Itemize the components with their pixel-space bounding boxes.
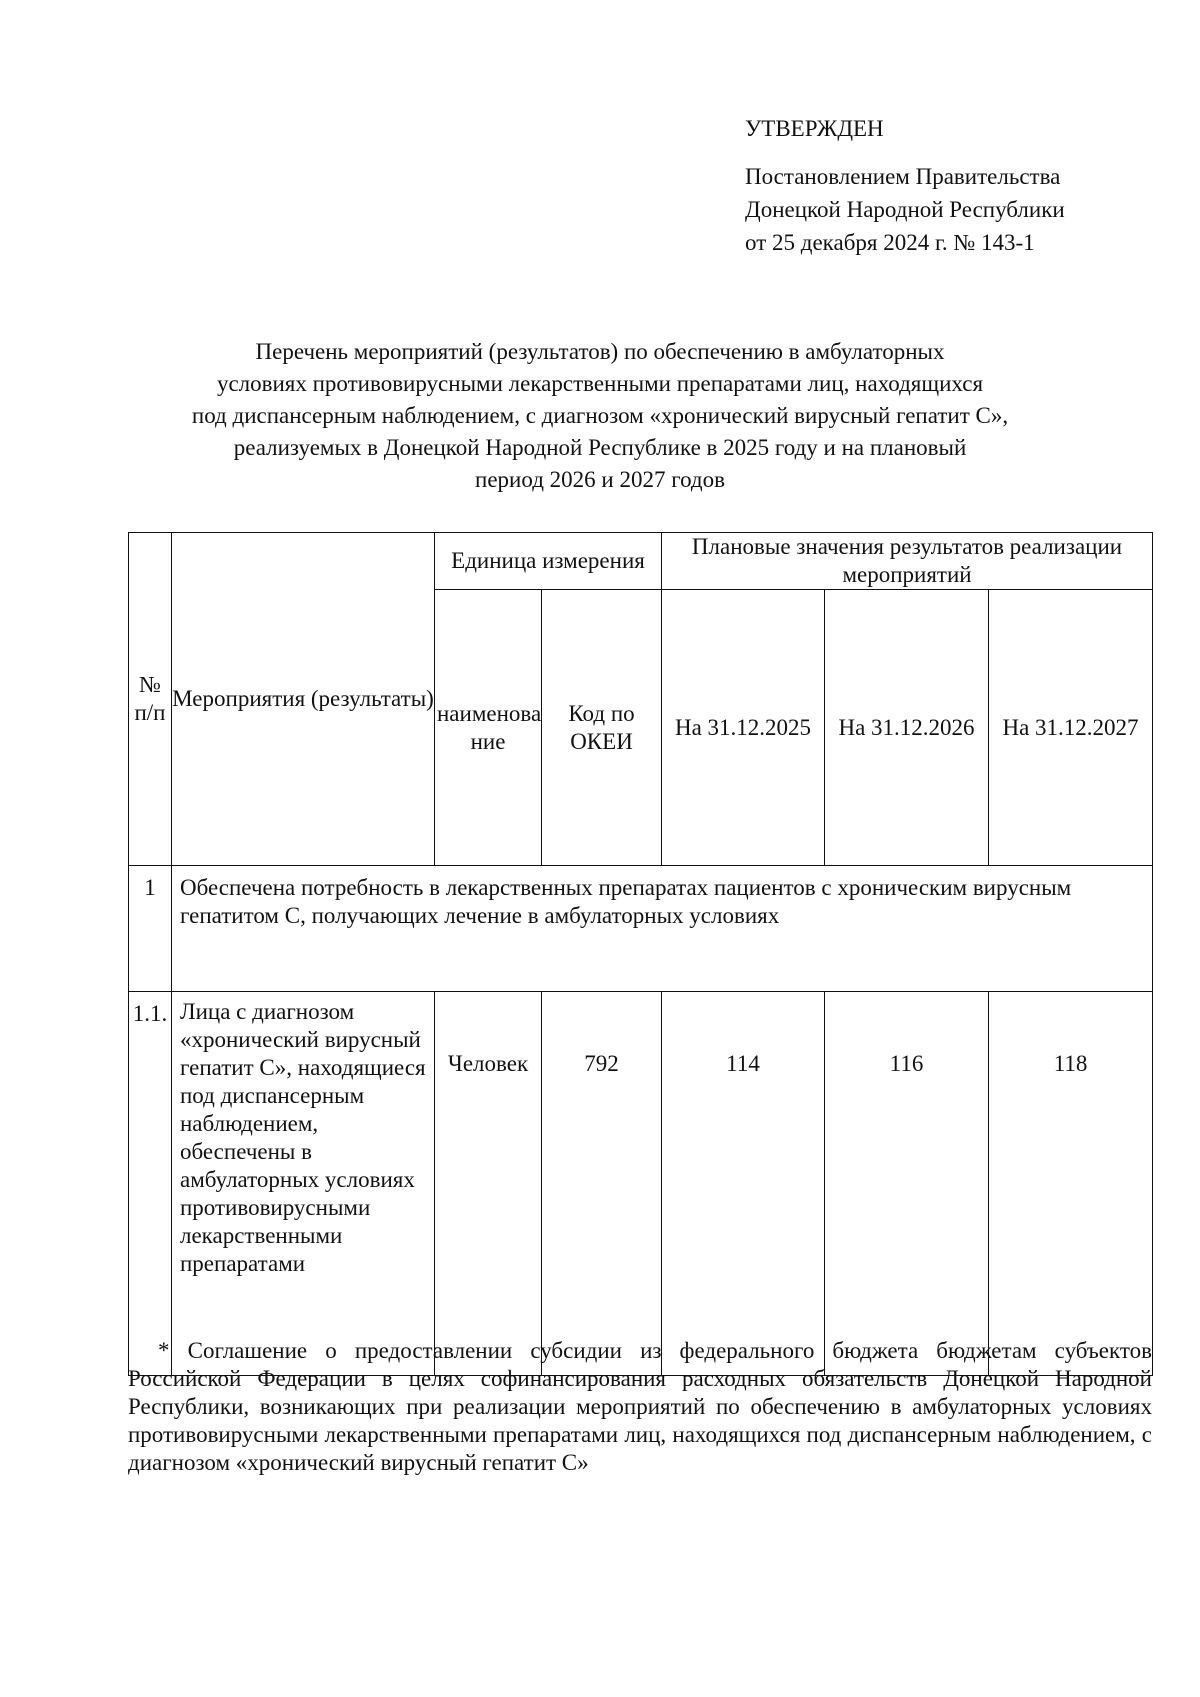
row-unit-name: Человек (435, 992, 542, 1376)
title-line: Перечень мероприятий (результатов) по обеспечению в амбулаторных (255, 339, 945, 364)
document-title (150, 336, 1050, 496)
header-date-2027: На 31.12.2027 (989, 590, 1153, 866)
row-value-2025: 114 (662, 992, 825, 1376)
approval-line: Постановлением Правительства (745, 164, 1061, 189)
approval-block (745, 112, 1065, 259)
header-activity: Мероприятия (результаты) (172, 533, 435, 866)
header-num: № п/п (129, 533, 172, 866)
header-plan-group: Плановые значения результатов реализации мероприятий (662, 533, 1153, 590)
row-num: 1.1. (129, 992, 172, 1376)
table-row (129, 992, 1153, 1376)
footnote: * Соглашение о предоставлении субсидии из федерального бюджета бюджетам субъектов Российской Федерации в целях софинансирования расходных обязательств Донецкой Народной Республики, возникающих при реализации мероприятий по обеспечению в амбулаторных условиях противовирусными лекарственными препаратами лиц, находящихся под диспансерным наблюдением, с диагнозом «хронический вирусный гепатит С» (128, 1338, 1152, 1475)
row-num: 1 (129, 866, 172, 992)
approval-stamp: УТВЕРЖДЕН (745, 116, 884, 141)
row-value-2027: 118 (989, 992, 1153, 1376)
title-line: условиях противовирусными лекарственными препаратами лиц, находящихся (216, 371, 984, 396)
header-unit-code: Код по ОКЕИ (542, 590, 662, 866)
row-section-text: Обеспечена потребность в лекарственных препаратах пациентов с хроническим вирусным гепатитом С, получающих лечение в амбулаторных условиях (172, 866, 1153, 992)
approval-lines (745, 160, 1065, 259)
approval-line: Донецкой Народной Республики (745, 197, 1065, 222)
row-unit-code: 792 (542, 992, 662, 1376)
table-header-row (129, 533, 1153, 590)
header-unit-name: наименова ние (435, 590, 542, 866)
row-value-2026: 116 (825, 992, 989, 1376)
header-unit-group: Единица измерения (435, 533, 662, 590)
activities-table (128, 532, 1153, 1376)
title-line: реализуемых в Донецкой Народной Республике в 2025 году и на плановый (233, 435, 967, 460)
row-activity: Лица с диагнозом «хронический вирусный гепатит С», находящиеся под диспансерным наблюдением, обеспечены в амбулаторных условиях противовирусными лекарственными препаратами (172, 992, 435, 1376)
header-date-2025: На 31.12.2025 (662, 590, 825, 866)
title-line: под диспансерным наблюдением, с диагнозом «хронический вирусный гепатит С», (191, 403, 1009, 428)
header-date-2026: На 31.12.2026 (825, 590, 989, 866)
table-row (129, 866, 1153, 992)
approval-line: от 25 декабря 2024 г. № 143-1 (745, 230, 1035, 255)
title-line: период 2026 и 2027 годов (475, 467, 725, 492)
